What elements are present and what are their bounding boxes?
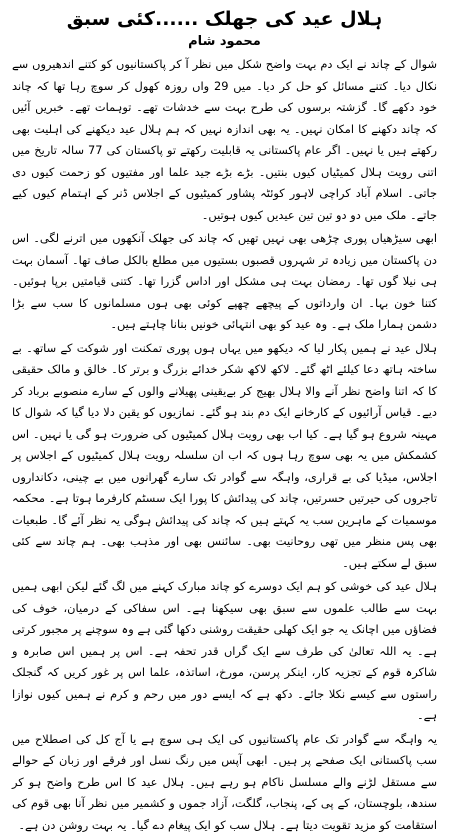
paragraph: ہلال عید کی خوشی کو ہم ایک دوسرے کو چاند مبارک کہنے میں لگ گئے لیکن ابھی ہمیں بہت سے طالب علموں سے سبق بھی سیکھنا ہے۔ اس سفاکی کے درمیان، خوف کی فضاؤں میں اچانک یہ جو ایک کھلی حقیقت روشنی دکھا گئی ہے وہ سوچنے پر مجبور کرتی ہے۔ یہ اللہ تعالیٰ کی طرف سے ایک گراں قدر تحفہ ہے۔ اس پر ہمیں اس صابرہ و شاکرہ قوم کے تجزیہ کار، اینکر پرسن، مورخ، اساتذہ، علما اس پر غور کریں کہ گنجلک راستوں سے کیسے نکلا جائے۔ دکھ ہے کہ ایسے دور میں رحم و کرم نے ہمیں کیوں نوازا ہے۔ <box>12 576 437 727</box>
headline: ہلال عید کی جھلک ......کئی سبق <box>12 4 437 32</box>
paragraph: یہ واہگہ سے گوادر تک عام پاکستانیوں کی ایک ہی سوچ ہے یا آج کل کی اصطلاح میں سب پاکستانی ایک صفحے پر ہیں۔ ابھی آپس میں رنگ نسل اور فرقے اور زبان کے حوالے سے مستقل لڑنے والے مسلسل ناکام ہو رہے ہیں۔ ہلال عید کا اس طرح واضح ہو کر سندھ، بلوچستان، کے پی کے، پنجاب، گلگت، آزاد جموں و کشمیر میں نظر آنا بھی قوم کی استقامت کو مزید تقویت دیتا ہے۔ ہلال سب کو ایک پیغام دے گیا۔ یہ بہت روشن دن ہے۔ <box>12 729 437 836</box>
article-body <box>12 54 437 836</box>
byline-author: محمود شام <box>12 32 437 52</box>
paragraph: ابھی سیڑھیاں پوری چڑھی بھی نہیں تھیں کہ چاند کی جھلک آنکھوں میں اترنے لگی۔ اس دن پاکستان میں زیادہ تر شہروں قصبوں بستیوں میں مطلع بالکل صاف تھا۔ آسمان بہت ہی نیلا گوں تھا۔ رمضان بہت ہی مشکل اور اداس گزرا تھا۔ کتنی قیامتیں برپا ہوئیں۔ کتنا خون بہا۔ ان وارداتوں کے پیچھے چھپے کوئی بھی ہوں مسلمانوں کا سب سے بڑا دشمن ہمارا ملک ہے۔ وہ عید کو بھی انتہائی خونیں بنانا چاہتے ہیں۔ <box>12 228 437 336</box>
paragraph: شوال کے چاند نے ایک دم بہت واضح شکل میں نظر آ کر پاکستانیوں کو کتنے اندھیروں سے نکال دیا۔ کتنے مسائل کو حل کر دیا۔ میں 29 واں روزہ کھول کر سوچ رہا تھا کہ چاند خود دکھے گا۔ گزشتہ برسوں کی طرح بہت سے خدشات تھے۔ توہمات تھے۔ خبریں آئیں کہ چاند دکھنے کا امکان نہیں۔ یہ بھی اندازہ نہیں کہ ہم ہلال عید دیکھنے کی اہلیت بھی رکھتے ہیں یا نہیں۔ اگر عام پاکستانی یہ قابلیت رکھتے تو پاکستان کی 77 سالہ تاریخ میں اتنی رویت ہلال کمیٹیاں کیوں بنتیں۔ بڑے بڑے جید علما اور مفتیوں کو زحمت کیوں دی جاتی۔ اسلام آباد کراچی لاہور کوئٹہ پشاور کمیٹیوں کے اجلاس ڈنر کے اہتمام کیوں کیے جاتے۔ ملک میں دو دو تین تین عیدیں کیوں ہوتیں۔ <box>12 54 437 226</box>
paragraph: ہلال عید نے ہمیں پکار لیا کہ دیکھو میں یہاں ہوں پوری تمکنت اور شوکت کے ساتھ۔ بے ساختہ ہاتھ دعا کیلئے اٹھ گئے۔ لاکھ لاکھ شکر خدائے بزرگ و برتر کا۔ خالق و مالک حقیقی کا کہ اتنا واضح نظر آنے والا ہلال بھیج کر بےیقینی پھیلانے والوں کے سارے منصوبے برباد کر دیے۔ قیاس آرائیوں کے کارخانے ایک دم بند ہو گئے۔ نمازیوں کو یقین دلا دیا گیا کہ شوال کا مہینہ شروع ہو گیا ہے۔ کیا اب بھی رویت ہلال کمیٹیوں کی ضرورت ہو گی یا نہیں۔ اس کشمکش میں یہ بھی سوچ رہا ہوں کہ اب ان سلسلہ رویت ہلال کمیٹیوں کے اجلاس پر اجلاس، میڈیا کی بے قراری، واہگہ سے گوادر تک سارے گھرانوں میں بے چینی، دکانداروں تاجروں کی حیرتیں حسرتیں، چاند کی پیدائش کا پورا ایک سسٹم کارفرما ہوتا ہے۔ محکمہ موسمیات کے ماہرین سب یہ کہتے ہیں کہ چاند کی پیدائش ہوگی یہ نظر آئے گا۔ طبعیات بھی پس منظر میں تھی روحانیت بھی۔ سائنس بھی اور مذہب بھی۔ ہم چاند سے کئی سبق لے سکتے ہیں۔ <box>12 338 437 575</box>
